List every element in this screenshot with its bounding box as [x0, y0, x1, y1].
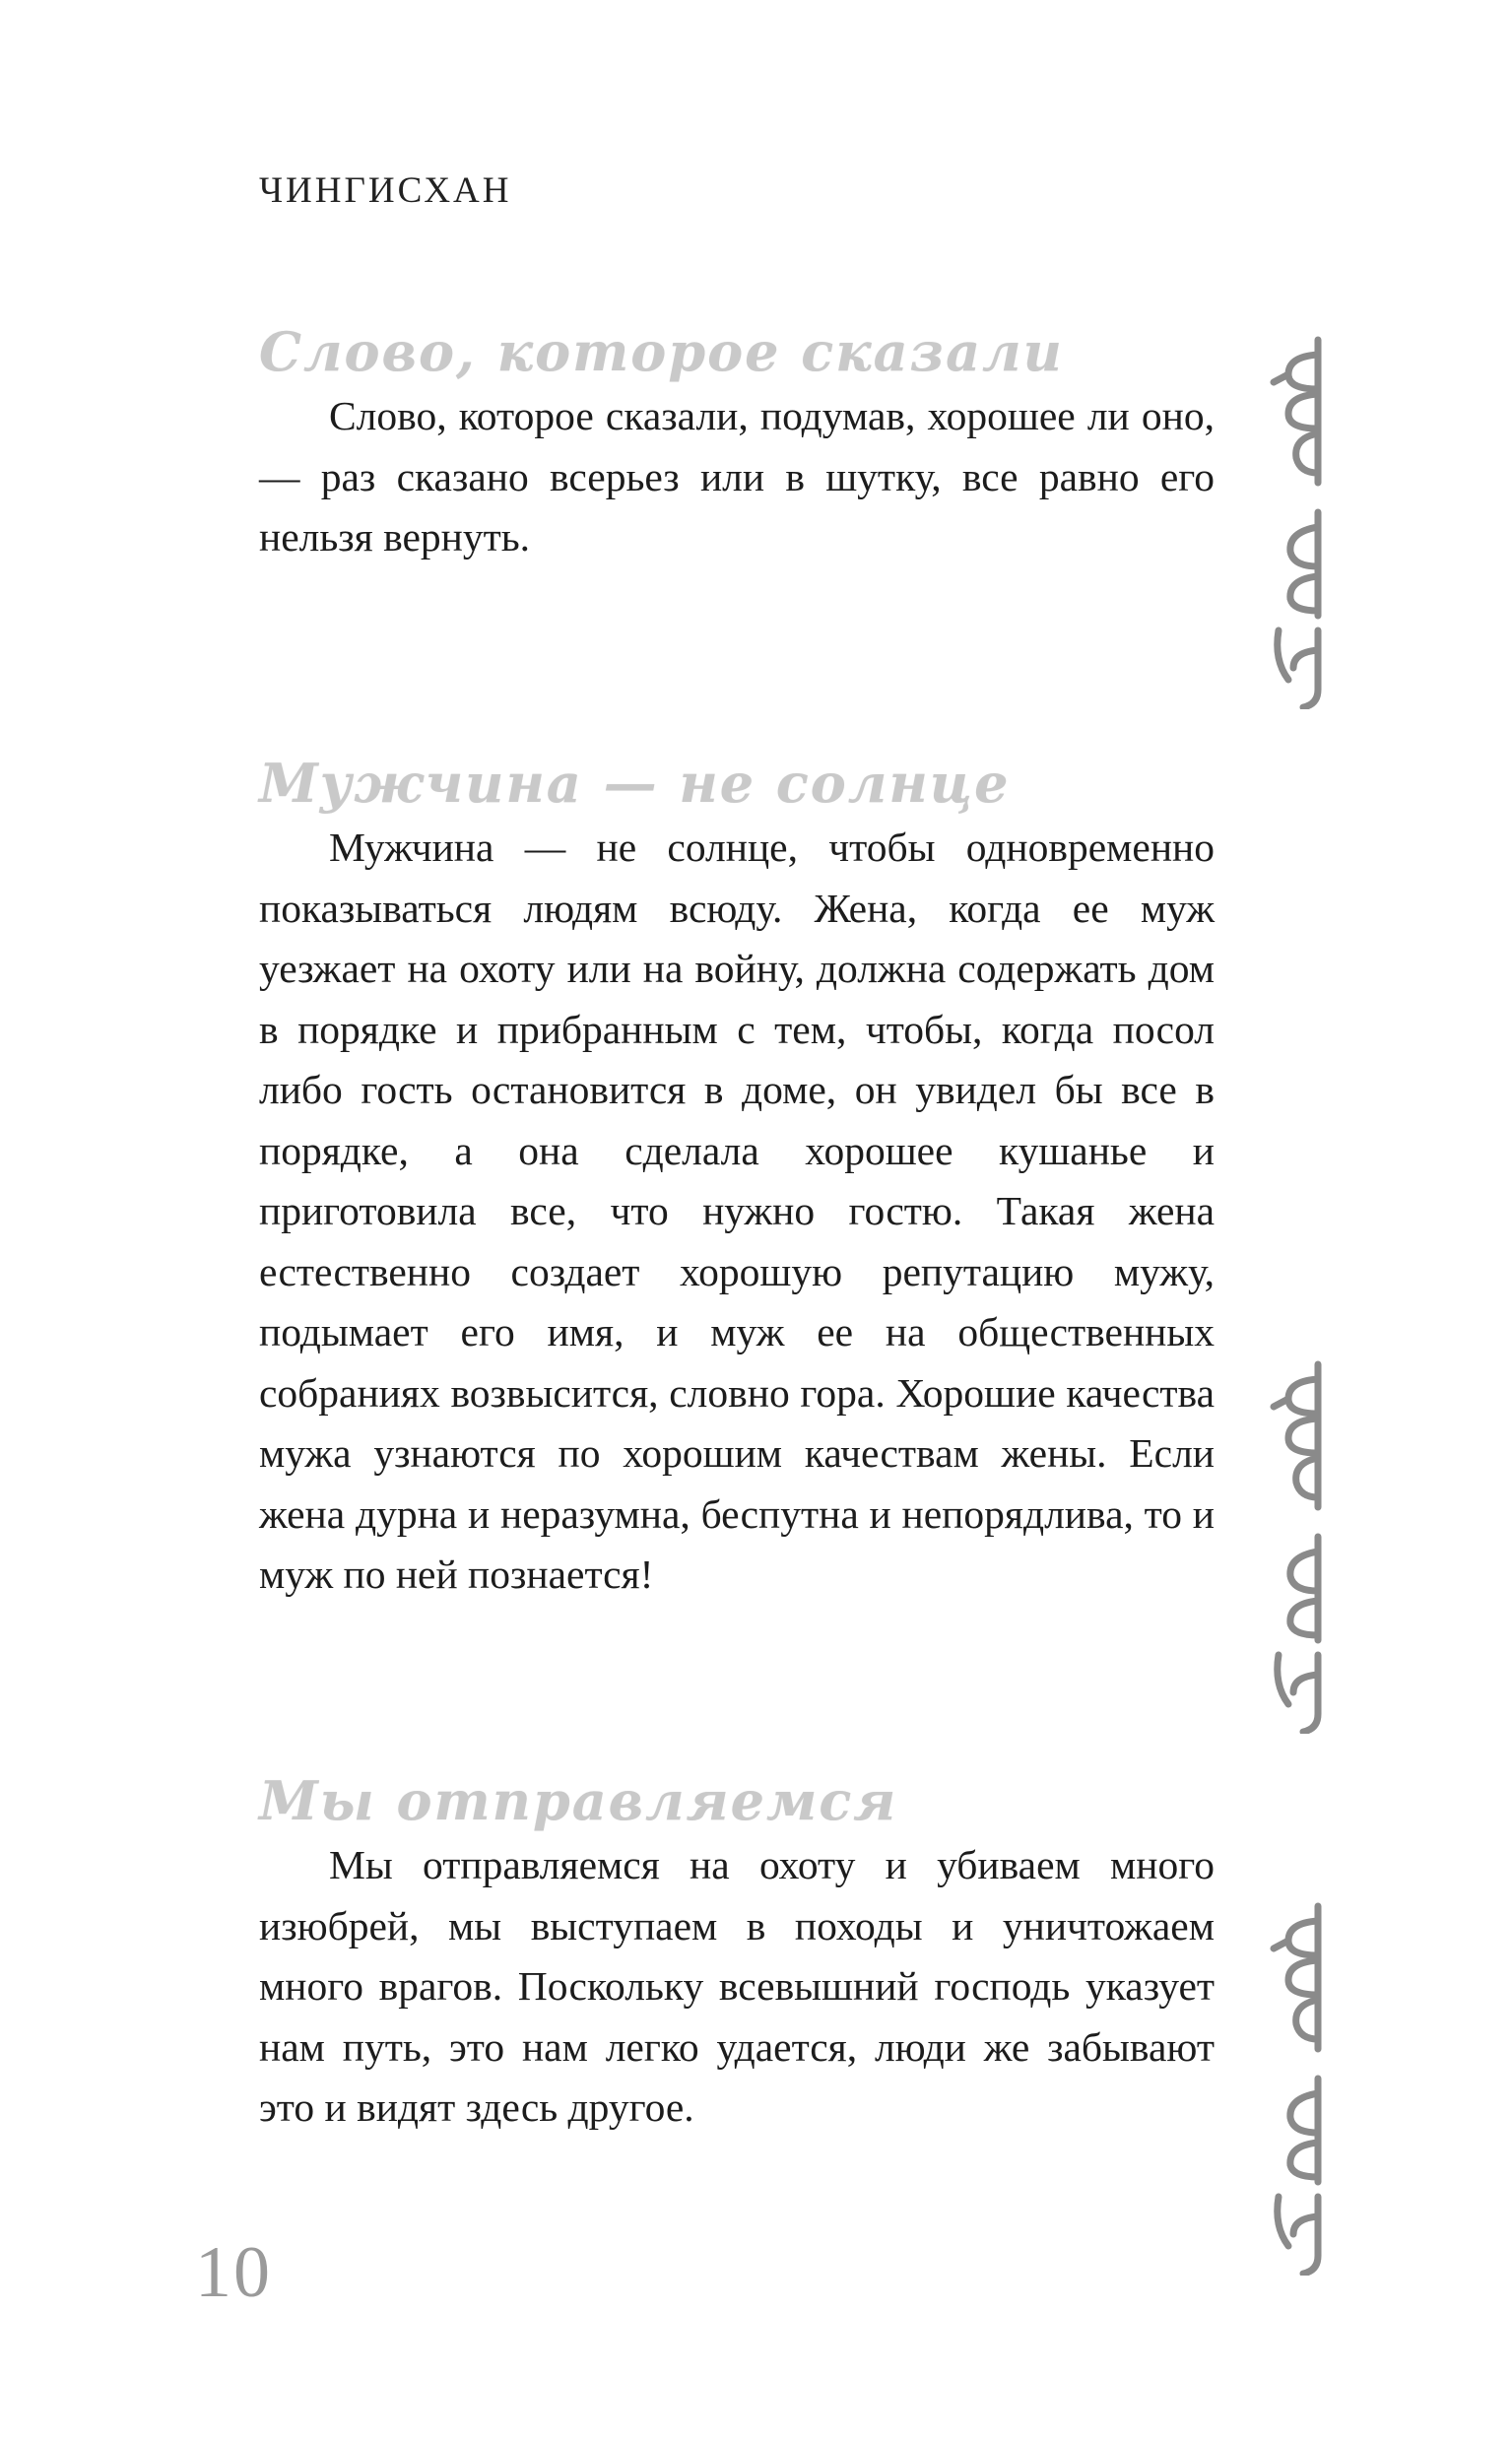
mongolian-script-ornament-icon — [1249, 1901, 1357, 2276]
section-body: Слово, которое сказали, подумав, хорошее ли оно, — раз сказано всерьез или в шутку, все равно его нельзя вернуть. — [259, 393, 1215, 560]
section-heading: Мужчина — не солнце — [259, 752, 1011, 815]
section-heading: Мы отправляемся — [259, 1769, 898, 1832]
section-2 — [259, 749, 1215, 1606]
section-heading: Слово, которое сказали — [259, 320, 1064, 383]
mongolian-script-ornament-icon — [1249, 1359, 1357, 1734]
page-number: 10 — [195, 2232, 272, 2313]
running-head: ЧИНГИСХАН — [259, 170, 512, 211]
section-3 — [259, 1766, 1215, 2139]
section-body: Мужчина — не солнце, чтобы одновременно показываться людям всюду. Жена, когда ее муж уезжает на охоту или на войну, должна содержать дом в порядке и прибранным с тем, чтобы, когда посол либо гость остановится в доме, он увидел бы все в порядке, а она сделала хорошее кушанье и приготовила все, что нужно гостю. Такая жена естественно создает хорошую репутацию мужу, подымает его имя, и муж ее на общественных собраниях возвысится, словно гора. Хорошие качества мужа узнаются по хорошим качествам жены. Если жена дурна и неразумна, беспутна и непорядлива, то и муж по ней познается! — [259, 825, 1215, 1597]
mongolian-script-ornament-icon — [1249, 335, 1357, 709]
section-body: Мы отправляемся на охоту и убиваем много изюбрей, мы выступаем в походы и уничтожаем много врагов. Поскольку всевышний господь указует нам путь, это нам легко удается, люди же забывают это и видят здесь другое. — [259, 1842, 1215, 2130]
section-1 — [259, 317, 1215, 568]
